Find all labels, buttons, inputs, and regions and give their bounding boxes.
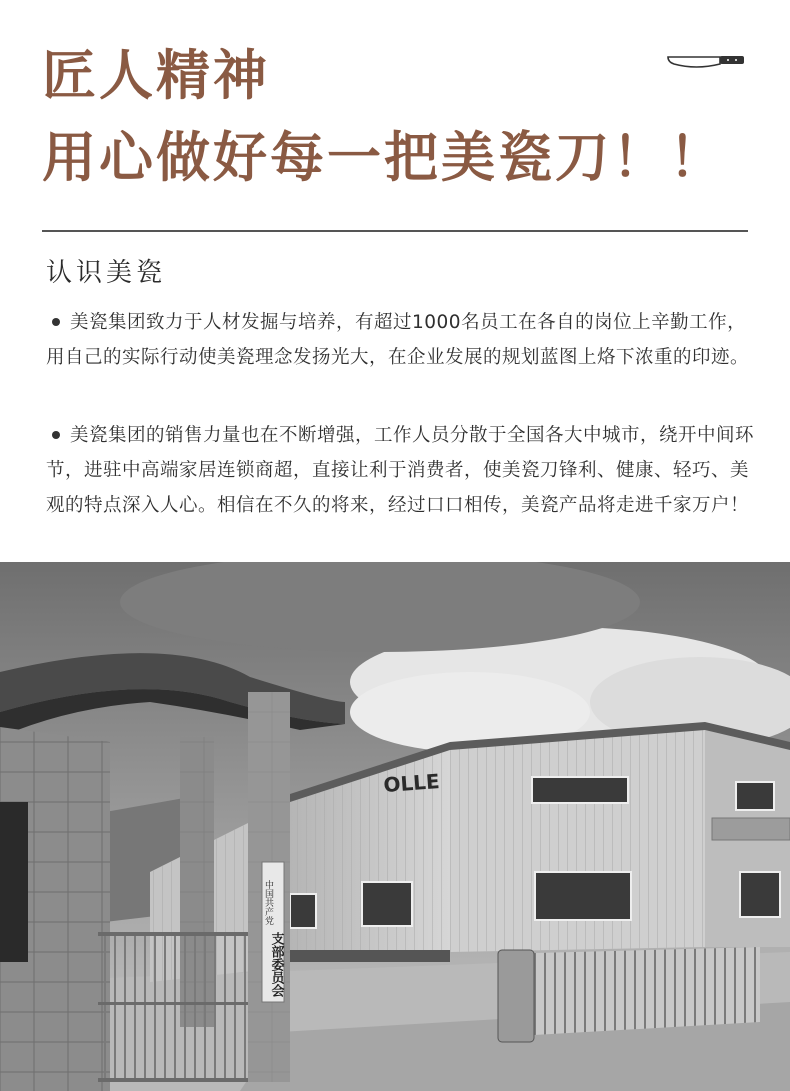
headline <box>42 40 726 196</box>
section-title: 认识美瓷 <box>46 258 167 288</box>
paragraph-1 <box>46 305 756 375</box>
section-divider <box>42 230 748 232</box>
bullet-icon <box>52 431 60 439</box>
factory-photo <box>0 562 790 1091</box>
building-sign: OLLE <box>382 769 441 797</box>
pillar-small-text: 中国共产党 <box>263 880 273 925</box>
knife-icon <box>666 54 746 72</box>
paragraph-2 <box>46 418 756 523</box>
pillar-sign: 支部委员会 <box>268 932 284 997</box>
paragraph-2-text: 美瓷集团的销售力量也在不断增强，工作人员分散于全国各大中城市，绕开中间环节，进驻中高端家居连锁商超，直接让利于消费者，使美瓷刀锋利、健康、轻巧、美观的特点深入人心。相信在不久的将来，经过口口相传，美瓷产品将走进千家万户！ <box>46 425 755 516</box>
paragraph-1-text: 美瓷集团致力于人材发掘与培养，有超过1000名员工在各自的岗位上辛勤工作，用自己的实际行动使美瓷理念发扬光大，在企业发展的规划蓝图上烙下浓重的印迹。 <box>46 312 750 368</box>
bullet-icon <box>52 318 60 326</box>
headline-line-1: 匠人精神 <box>42 44 270 107</box>
headline-line-2: 用心做好每一把美瓷刀！！ <box>42 126 726 189</box>
